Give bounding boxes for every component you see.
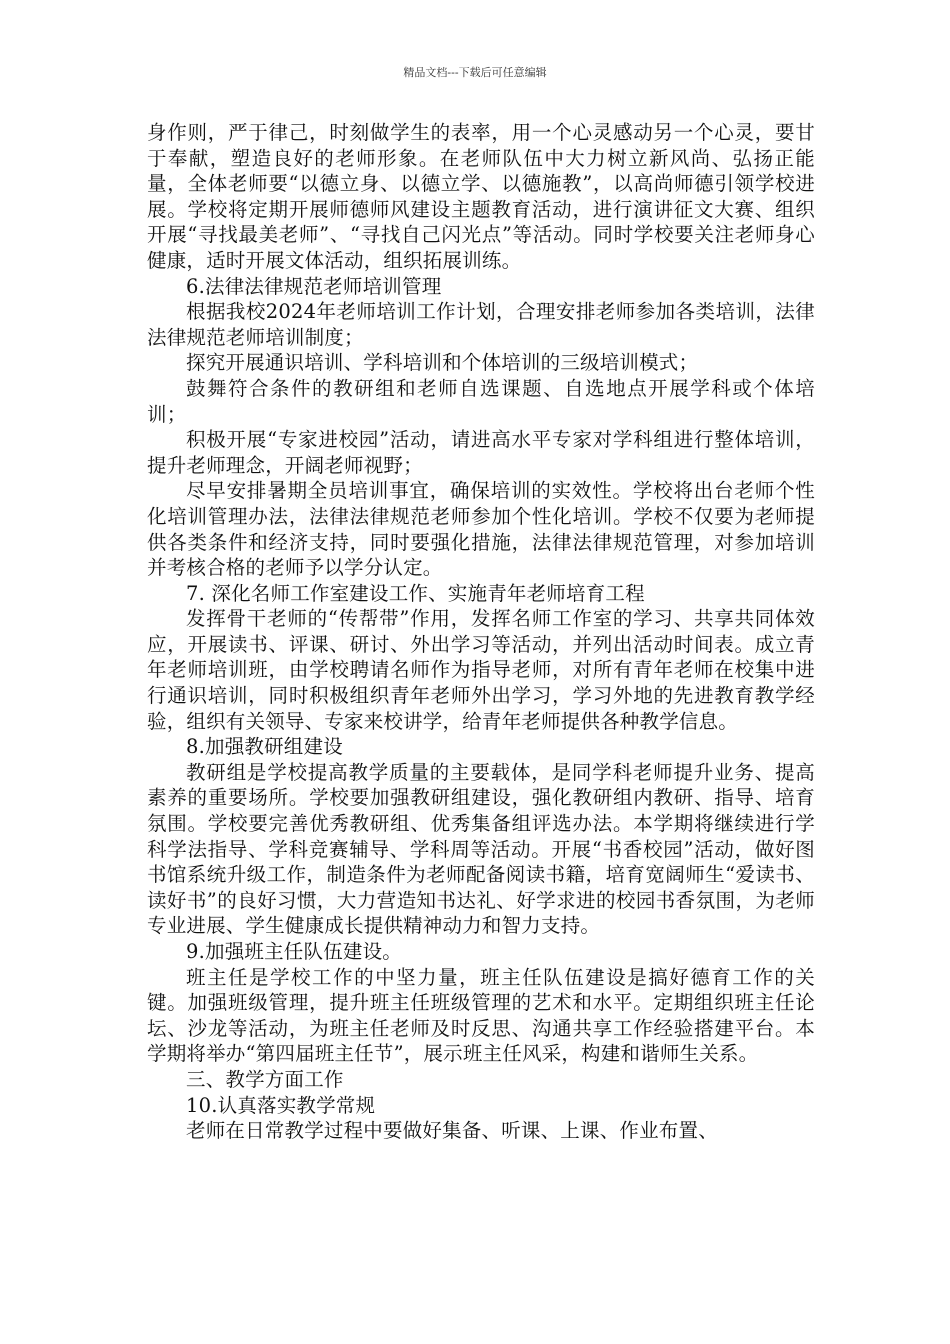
section-heading: 三、教学方面工作 bbox=[186, 1067, 344, 1091]
section-heading: 8.加强教研组建设 bbox=[186, 735, 343, 759]
paragraph: 探究开展通识培训、学科培训和个体培训的三级培训模式； bbox=[186, 351, 699, 375]
paragraph: 根据我校2024年老师培训工作计划，合理安排老师参加各类培训，法律法律规范老师培训制度； bbox=[147, 300, 815, 349]
section-heading: 10.认真落实教学常规 bbox=[186, 1093, 376, 1117]
paragraph: 鼓舞符合条件的教研组和老师自选课题、自选地点开展学科或个体培训； bbox=[147, 376, 815, 426]
section-heading: 9.加强班主任队伍建设。 bbox=[186, 940, 403, 963]
paragraph: 尽早安排暑期全员培训事宜，确保培训的实效性。学校将出台老师个性化培训管理办法，法律法律规范老师参加个性化培训。学校不仅要为老师提供各类条件和经济支持，同时要强化措施，法律法律规范管理，对参加培训并考核合格的老师予以学分认定。 bbox=[147, 479, 815, 580]
section-heading: 7. 深化名师工作室建设工作、实施青年老师培育工程 bbox=[186, 581, 645, 605]
section-heading: 6.法律法律规范老师培训管理 bbox=[186, 274, 442, 298]
paragraph: 教研组是学校提高教学质量的主要载体，是同学科老师提升业务、提高素养的重要场所。学校要加强教研组建设，强化教研组内教研、指导、培育氛围。学校要完善优秀教研组、优秀集备组评选办法。本学期将继续进行学科学法指导、学科竞赛辅导、学科周等活动。开展“书香校园”活动，做好图书馆系统升级工作，制造条件为老师配备阅读书籍，培育宽阔师生“爱读书、读好书”的良好习惯，大力营造知书达礼、好学求进的校园书香氛围，为老师专业进展、学生健康成长提供精神动力和智力支持。 bbox=[147, 760, 815, 938]
page-header: 精品文档---下载后可任意编辑 bbox=[403, 66, 547, 79]
paragraph-continuation: 身作则，严于律己，时刻做学生的表率，用一个心灵感动另一个心灵，要甘于奉献，塑造良好的老师形象。在老师队伍中大力树立新风尚、弘扬正能量，全体老师要“以德立身、以德立学、以德施教”，以高尚师德引领学校进展。学校将定期开展师德师风建设主题教育活动，进行演讲征文大赛、组织开展“寻找最美老师”、“寻找自己闪光点”等活动。同时学校要关注老师身心健康，适时开展文体活动，组织拓展训练。 bbox=[147, 121, 815, 272]
paragraph: 积极开展“专家进校园”活动，请进高水平专家对学科组进行整体培训，提升老师理念，开阔老师视野； bbox=[147, 428, 815, 477]
document-body bbox=[147, 120, 815, 1144]
paragraph: 发挥骨干老师的“传帮带”作用，发挥名师工作室的学习、共享共同体效应，开展读书、评课、研讨、外出学习等活动，并列出活动时间表。成立青年老师培训班，由学校聘请名师作为指导老师，对所有青年老师在校集中进行通识培训，同时积极组织青年老师外出学习，学习外地的先进教育教学经验，组织有关领导、专家来校讲学，给青年老师提供各种教学信息。 bbox=[147, 607, 815, 733]
paragraph: 班主任是学校工作的中坚力量，班主任队伍建设是搞好德育工作的关键。加强班级管理，提升班主任班级管理的艺术和水平。定期组织班主任论坛、沙龙等活动，为班主任老师及时反思、沟通共享工作经验搭建平台。本学期将举办“第四届班主任节”，展示班主任风采，构建和谐师生关系。 bbox=[147, 965, 815, 1066]
paragraph: 老师在日常教学过程中要做好集备、听课、上课、作业布置、 bbox=[186, 1119, 718, 1143]
